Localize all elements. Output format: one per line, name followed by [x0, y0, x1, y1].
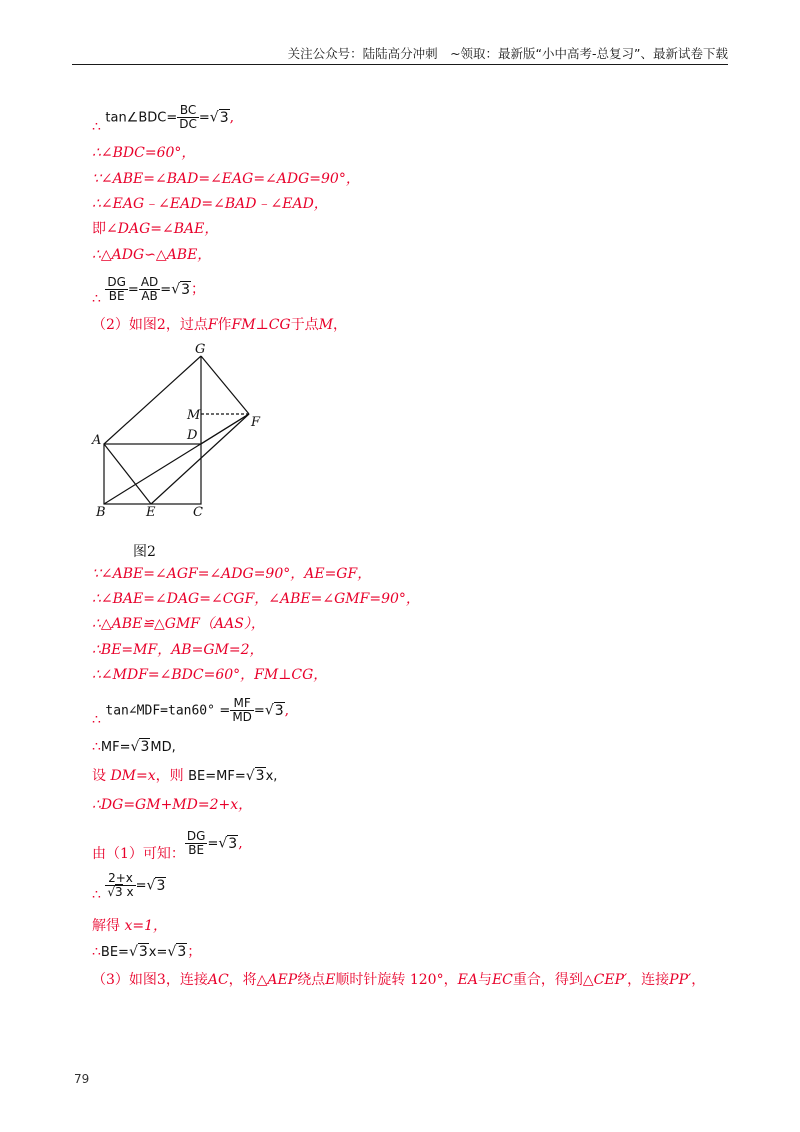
- similar-triangles-line: ∴△ADG∽△ABE，: [92, 247, 212, 263]
- fraction-mf-md: [230, 697, 254, 724]
- segment-df: [201, 414, 249, 444]
- fraction-denominator: BE: [188, 843, 205, 858]
- sqrt-three: √3: [146, 877, 166, 894]
- fraction-2x-sqrt3x: [105, 872, 135, 899]
- radicand: 3: [255, 768, 265, 784]
- label-g: G: [195, 342, 206, 357]
- segment-ec: EC: [491, 972, 513, 988]
- congruence-result: ∴△ABE≌△GMF（AAS），: [92, 616, 265, 632]
- segment-cg: CG: [268, 317, 291, 333]
- be-result-line: [92, 945, 201, 959]
- radicand: 3: [138, 944, 148, 960]
- let-word: 设: [92, 768, 106, 784]
- label-c: C: [193, 505, 203, 520]
- fraction-denominator: MD: [232, 710, 252, 725]
- from-part1-line: [92, 829, 243, 862]
- mf-eq: MF=: [100, 740, 131, 755]
- segment-ac: AC: [207, 972, 229, 988]
- congruence-given: ∵∠ABE=∠AGF=∠ADG=90°，AE=GF，: [92, 566, 372, 582]
- fraction-numerator: 2+x: [105, 872, 135, 886]
- sqrt-three: √3: [128, 944, 148, 960]
- therefore-symbol: ∴: [92, 118, 101, 135]
- therefore-symbol: ∴: [92, 944, 101, 960]
- fraction-denominator: √3 x: [107, 885, 134, 900]
- radicand: 3: [140, 739, 150, 755]
- md-text: MD,: [150, 740, 176, 755]
- point-f: F: [207, 317, 218, 333]
- x-eq-1: x=1，: [124, 918, 167, 934]
- point-m: M: [318, 317, 334, 333]
- segment-ea: EA: [457, 972, 478, 988]
- ratio-line: [92, 275, 206, 307]
- tan-bdc-label: tan∠BDC=: [105, 110, 178, 126]
- intro-text: 于点: [290, 317, 319, 333]
- radicand: 3: [156, 877, 166, 894]
- intro-text: ，: [691, 972, 706, 988]
- radicand: 3: [115, 885, 123, 900]
- x-var: x: [126, 885, 134, 900]
- label-f: F: [251, 415, 261, 430]
- equals-sign: =: [127, 282, 139, 298]
- geometry-figure-2: [80, 336, 280, 526]
- intro-text: 顺时针旋转 120°，: [335, 972, 458, 988]
- equals-sign: =: [135, 878, 147, 894]
- intro-text: 与: [477, 972, 492, 988]
- tan-mdf-label: tan∠MDF=tan60°: [105, 703, 215, 719]
- radicand: 3: [274, 702, 284, 719]
- angle-dag-bae: ∠DAG=∠BAE，: [106, 221, 219, 237]
- be-mf-eq: BE=MF=: [188, 769, 246, 784]
- fraction-numerator: DG: [186, 829, 206, 843]
- part2-intro: [92, 318, 347, 332]
- triangle-aep: △AEP: [256, 972, 298, 988]
- solve-word: 解得: [92, 918, 120, 934]
- page-number: 79: [74, 1072, 90, 1086]
- mf-md-line: [92, 740, 176, 754]
- segment-pp-prime: PP′: [669, 972, 692, 988]
- intro-text: ，: [333, 317, 348, 333]
- label-m: M: [187, 408, 201, 423]
- fraction-bc-dc: [177, 104, 199, 131]
- radicand: 3: [219, 109, 229, 126]
- line-end-semicolon: ；: [187, 944, 202, 960]
- therefore-symbol: ∴: [92, 290, 101, 307]
- intro-text: （3）如图3，连接: [92, 972, 208, 988]
- x-eq: x=: [148, 945, 168, 960]
- fraction-denominator: AB: [141, 289, 158, 304]
- fraction-denominator: BE: [108, 289, 125, 304]
- right-angles-line: ∵∠ABE=∠BAD=∠EAG=∠ADG=90°，: [92, 171, 360, 187]
- fraction-dg-be: [105, 276, 128, 303]
- label-d: D: [187, 428, 198, 443]
- therefore-symbol: ∴: [92, 711, 101, 728]
- line-end-comma: ,: [284, 702, 290, 719]
- x-text: x,: [265, 769, 278, 784]
- therefore-symbol: ∴: [92, 739, 101, 755]
- solve-line: [92, 919, 167, 933]
- fraction-numerator: MF: [230, 697, 254, 711]
- fraction-ad-ab: [139, 276, 160, 303]
- fraction-numerator: DG: [107, 275, 126, 289]
- triangle-cep-prime: △CEP′: [582, 972, 628, 988]
- segment-ef: [151, 414, 249, 504]
- equals-sign: =: [207, 836, 219, 852]
- header-rule: [72, 64, 728, 65]
- ji-word: 即: [92, 221, 106, 237]
- intro-text: ，将: [228, 972, 257, 988]
- radicand: 3: [177, 944, 187, 960]
- label-b: B: [96, 505, 106, 520]
- intro-text: 绕点: [297, 972, 326, 988]
- intro-text: 重合，得到: [512, 972, 583, 988]
- then-word: ，则: [155, 768, 184, 784]
- equals-sign: =: [160, 282, 172, 298]
- angle-equal-line: [92, 222, 218, 236]
- equals-sign: =: [198, 110, 210, 126]
- sqrt-three: √3: [167, 944, 187, 960]
- segment-fm: FM: [231, 317, 256, 333]
- radicand: 3: [228, 835, 238, 852]
- sqrt-three: √3: [218, 835, 238, 852]
- be-eq: BE=: [100, 945, 129, 960]
- angle-bdc-60: ∴∠BDC=60°，: [92, 145, 196, 161]
- therefore-symbol: ∴: [92, 886, 101, 903]
- fraction-denominator: DC: [179, 117, 197, 132]
- equation-line: [92, 871, 166, 903]
- part3-intro: [92, 973, 705, 987]
- figure-caption: 图2: [133, 544, 156, 560]
- sqrt-three: √3: [209, 109, 229, 126]
- intro-text: 作: [217, 317, 232, 333]
- let-dm-line: [92, 769, 277, 783]
- sqrt-three: √3: [264, 702, 284, 719]
- sqrt-three: √3: [245, 768, 265, 784]
- fraction-numerator: BC: [177, 104, 199, 118]
- tan-mdf-line: [92, 696, 290, 728]
- equals-sign: =: [253, 703, 265, 719]
- intro-text: ，连接: [627, 972, 670, 988]
- sqrt-three: √3: [130, 739, 150, 755]
- dm-eq-x: DM=x: [110, 768, 156, 784]
- page-header: 关注公众号：陆陆高分冲刺 ~领取：最新版“小中高考-总复习”、最新试卷下载: [287, 46, 728, 61]
- equals-sign: =: [219, 703, 231, 719]
- fraction-dg-be: [185, 830, 208, 857]
- point-e: E: [325, 972, 336, 988]
- angle-subtraction-line: ∴∠EAG﹣∠EAD=∠BAD﹣∠EAD，: [92, 196, 328, 212]
- line-end-semicolon: ；: [191, 281, 206, 298]
- congruence-angles: ∴∠BAE=∠DAG=∠CGF，∠ABE=∠GMF=90°，: [92, 591, 420, 607]
- line-end-comma: ,: [238, 835, 243, 852]
- sqrt-three: √3: [171, 281, 191, 298]
- label-a: A: [92, 433, 102, 448]
- radicand: 3: [181, 281, 191, 298]
- segment-gf: [201, 356, 249, 414]
- perp-symbol: ⊥: [255, 317, 269, 333]
- fraction-numerator: AD: [140, 275, 159, 289]
- tan-bdc-line: [92, 103, 235, 135]
- label-e: E: [146, 505, 156, 520]
- dg-eq-line: ∴DG=GM+MD=2+x，: [92, 797, 253, 813]
- intro-text: （2）如图2，过点: [92, 317, 208, 333]
- segment-ae: [104, 444, 151, 504]
- from-part1-text: 由（1）可知：: [92, 845, 185, 862]
- line-end-comma: ,: [229, 109, 235, 126]
- equal-segments: ∴BE=MF，AB=GM=2，: [92, 642, 264, 658]
- angle-mdf: ∴∠MDF=∠BDC=60°，FM⊥CG，: [92, 667, 328, 683]
